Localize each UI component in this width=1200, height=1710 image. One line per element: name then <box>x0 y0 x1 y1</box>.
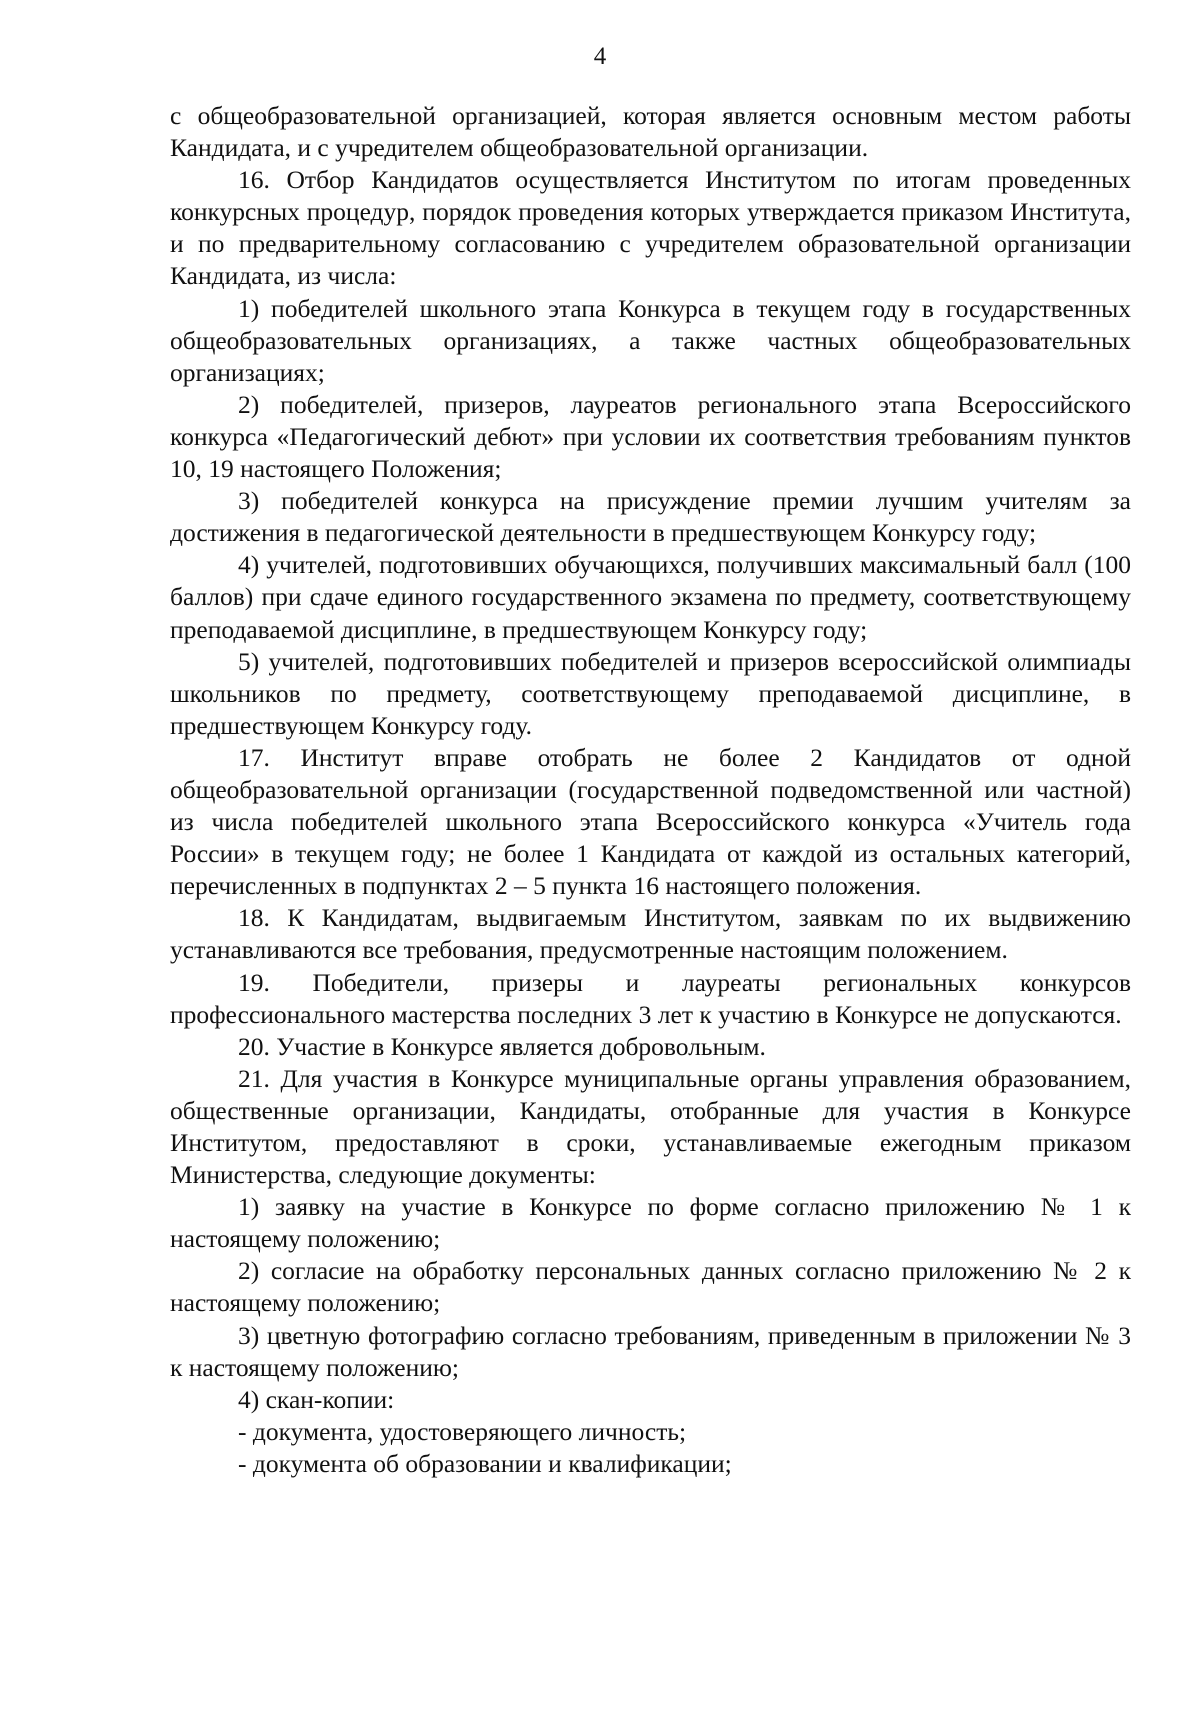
document-body <box>170 100 1131 1480</box>
paragraph-item-21-1: 1) заявку на участие в Конкурсе по форме согласно приложению № 1 к настоящему положению; <box>170 1192 1131 1254</box>
paragraph-item-16-1: 1) победителей школьного этапа Конкурса в текущем году в государственных общеобразовательных организациях, а также частных общеобразовательных организациях; <box>170 293 1131 387</box>
paragraph-item-16-4: 4) учителей, подготовивших обучающихся, получивших максимальный балл (100 баллов) при сдаче единого государственного экзамена по предмету, соответствующему преподаваемой дисциплине, в предшествующем Конкурсу году; <box>170 550 1131 644</box>
paragraph-item-21: 21. Для участия в Конкурсе муниципальные органы управления образованием, общественные организации, Кандидаты, отобранные для участия в Конкурсе Институтом, предоставляют в сроки, устанавливаемые ежегодным приказом Министерства, следующие документы: <box>170 1063 1131 1190</box>
paragraph-item-16-5: 5) учителей, подготовивших победителей и призеров всероссийской олимпиады школьников по предмету, соответствующему преподаваемой дисциплине, в предшествующем Конкурсу году. <box>170 646 1131 740</box>
page-number: 4 <box>593 43 607 70</box>
paragraph-item-16-3: 3) победителей конкурса на присуждение премии лучшим учителям за достижения в педагогической деятельности в предшествующем Конкурсу году; <box>170 486 1131 548</box>
paragraph-bullet-education-document: - документа об образовании и квалификации; <box>238 1448 732 1478</box>
paragraph-item-21-3: 3) цветную фотографию согласно требованиям, приведенным в приложении № 3 к настоящему положению; <box>170 1320 1131 1382</box>
paragraph-bullet-identity-document: - документа, удостоверяющего личность; <box>238 1416 687 1446</box>
paragraph-item-21-4: 4) скан-копии: <box>238 1384 395 1414</box>
paragraph-item-21-2: 2) согласие на обработку персональных данных согласно приложению № 2 к настоящему положению; <box>170 1256 1131 1318</box>
paragraph-item-19: 19. Победители, призеры и лауреаты региональных конкурсов профессионального мастерства последних 3 лет к участию в Конкурсе не допускаются. <box>170 967 1131 1029</box>
paragraph-item-16: 16. Отбор Кандидатов осуществляется Институтом по итогам проведенных конкурсных процедур, порядок проведения которых утверждается приказом Института, и по предварительному согласованию с учредителем образовательной организации Кандидата, из числа: <box>170 165 1131 291</box>
paragraph-item-18: 18. К Кандидатам, выдвигаемым Институтом, заявкам по их выдвижению устанавливаются все требования, предусмотренные настоящим положением. <box>170 903 1131 965</box>
paragraph-item-16-2: 2) победителей, призеров, лауреатов регионального этапа Всероссийского конкурса «Педагогический дебют» при условии их соответствия требованиям пунктов 10, 19 настоящего Положения; <box>170 389 1131 484</box>
paragraph-continuation: с общеобразовательной организацией, которая является основным местом работы Кандидата, и с учредителем общеобразовательной организации. <box>170 101 1131 163</box>
paragraph-item-20: 20. Участие в Конкурсе является добровольным. <box>238 1031 766 1061</box>
paragraph-item-17: 17. Институт вправе отобрать не более 2 Кандидатов от одной общеобразовательной организации (государственной подведомственной или частной) из числа победителей школьного этапа Всероссийского конкурса «Учитель года России» в текущем году; не более 1 Кандидата от каждой из остальных категорий, перечисленных в подпунктах 2 – 5 пункта 16 настоящего положения. <box>170 742 1131 901</box>
